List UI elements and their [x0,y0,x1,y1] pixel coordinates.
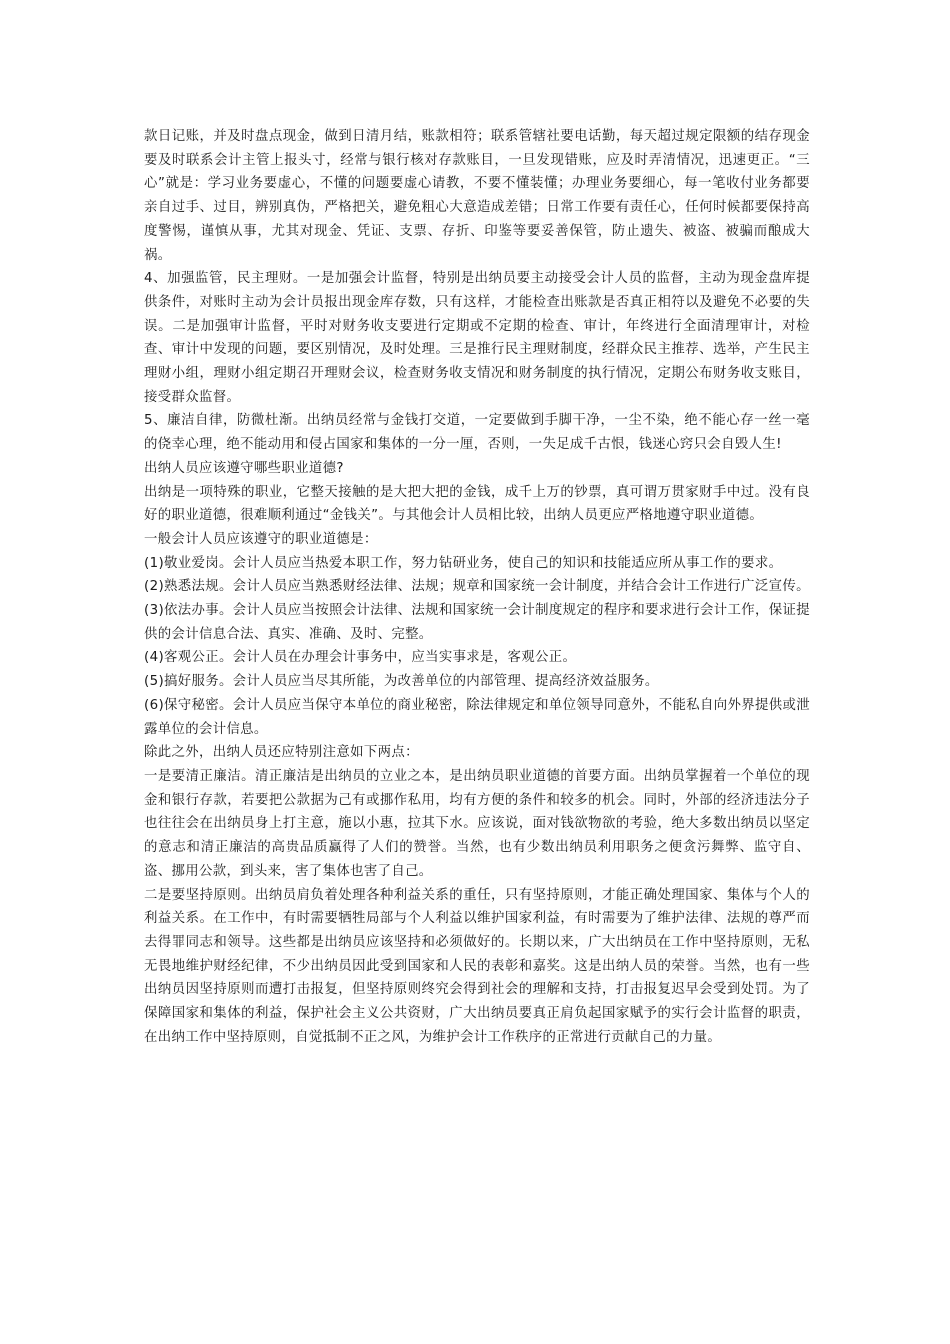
paragraph-general-ethics-lead: 一般会计人员应该遵守的职业道德是： [144,531,378,547]
list-item-service: (5)搞好服务。会计人员应当尽其所能，为改善单位的内部管理、提高经济效益服务。 [144,674,659,690]
list-item-dedication: (1)敬业爱岗。会计人员应当热爱本职工作，努力钻研业务，使自己的知识和技能适应所从事工作的要求。 [144,555,783,571]
paragraph-principles: 二是要坚持原则。出纳员肩负着处理各种利益关系的重任，只有坚持原则，才能正确处理国家、集体与个人的利益关系。在工作中，有时需要牺牲局部与个人利益以维护国家利益，有时需要为了维护法律、法规的尊严而去得罪同志和领导。这些都是出纳员应该坚持和必须做好的。长期以来，广大出纳员在工作中坚持原则，无私无畏地维护财经纪律，不少出纳员因此受到国家和人民的表彰和嘉奖。这是出纳人员的荣誉。当然，也有一些出纳员因坚持原则而遭打击报复，但坚持原则终究会得到社会的理解和支持，打击报复迟早会受到处罚。为了保障国家和集体的利益，保护社会主义公共资财，广大出纳员要真正肩负起国家赋予的实行会计监督的职责，在出纳工作中坚持原则，自觉抵制不正之风，为维护会计工作秩序的正常进行贡献自己的力量。 [144,887,810,1045]
paragraph-integrity: 一是要清正廉洁。清正廉洁是出纳员的立业之本，是出纳员职业道德的首要方面。出纳员掌握着一个单位的现金和银行存款，若要把公款据为己有或挪作私用，均有方便的条件和较多的机会。同时，外部的经济违法分子也往往会在出纳员身上打主意，施以小惠，拉其下水。应该说，面对钱欲物欲的考验，绝大多数出纳员以坚定的意志和清正廉洁的高贵品质赢得了人们的赞誉。当然，也有少数出纳员利用职务之便贪污舞弊、监守自、盗、挪用公款，到头来，害了集体也害了自己。 [144,768,810,879]
section-heading-ethics: 出纳人员应该遵守哪些职业道德? [144,460,344,476]
document-body [144,125,810,1049]
list-item-regulations: (2)熟悉法规。会计人员应当熟悉财经法律、法规；规章和国家统一会计制度，并结合会计工作进行广泛宣传。 [144,579,810,595]
paragraph-additional-lead: 除此之外，出纳人员还应特别注意如下两点： [144,745,419,761]
paragraph-three-hearts: 款日记账，并及时盘点现金，做到日清月结，账款相符；联系管辖社要电话勤，每天超过规定限额的结存现金要及时联系会计主管上报头寸，经常与银行核对存款账目，一旦发现错账，应及时弄清情况，迅速更正。“三心”就是：学习业务要虚心，不懂的问题要虚心请教，不要不懂装懂；办理业务要细心，每一笔收付业务都要亲自过手、过目，辨别真伪，严格把关，避免粗心大意造成差错；日常工作要有责任心，任何时候都要保持高度警惕，谨慎从事，尤其对现金、凭证、支票、存折、印鉴等要妥善保管，防止遗失、被盗、被骗而酿成大祸。 [144,129,810,263]
list-item-objective: (4)客观公正。会计人员在办理会计事务中，应当实事求是，客观公正。 [144,650,577,666]
paragraph-supervision: 4、加强监管，民主理财。一是加强会计监督，特别是出纳员要主动接受会计人员的监督，主动为现金盘库提供条件，对账时主动为会计员报出现金库存数，只有这样，才能检查出账款是否真正相符以及避免不必要的失误。二是加强审计监督，平时对财务收支要进行定期或不定期的检查、审计，年终进行全面清理审计，对检查、审计中发现的问题，要区别情况，及时处理。三是推行民主理财制度，经群众民主推荐、选举，产生民主理财小组，理财小组定期召开理财会议，检查财务收支情况和财务制度的执行情况，定期公布财务收支账目，接受群众监督。 [144,271,810,405]
list-item-confidential: (6)保守秘密。会计人员应当保守本单位的商业秘密，除法律规定和单位领导同意外，不能私自向外界提供或泄露单位的会计信息。 [144,697,810,737]
paragraph-self-discipline: 5、廉洁自律，防微杜渐。出纳员经常与金钱打交道，一定要做到手脚干净，一尘不染，绝不能心存一丝一毫的侥幸心理，绝不能动用和侵占国家和集体的一分一厘，否则，一失足成千古恨，钱迷心窍只会自毁人生! [144,413,810,453]
paragraph-ethics-intro: 出纳是一项特殊的职业，它整天接触的是大把大把的金钱，成千上万的钞票，真可谓万贯家财手中过。没有良好的职业道德，很难顺利通过“金钱关”。与其他会计人员相比较，出纳人员更应严格地遵守职业道德。 [144,484,810,524]
list-item-lawful: (3)依法办事。会计人员应当按照会计法律、法规和国家统一会计制度规定的程序和要求进行会计工作，保证提供的会计信息合法、真实、准确、及时、完整。 [144,603,810,642]
